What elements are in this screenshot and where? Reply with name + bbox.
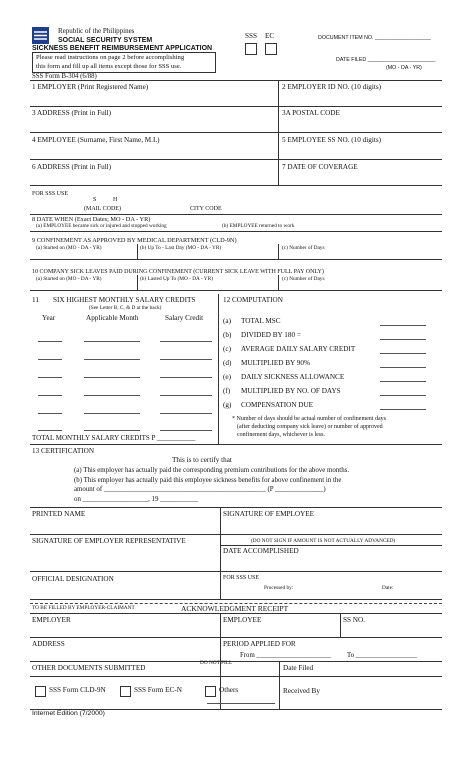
- employee-signature-field[interactable]: SIGNATURE OF EMPLOYEE: [223, 510, 315, 518]
- date-coverage-field[interactable]: 7 DATE OF COVERAGE: [282, 163, 358, 171]
- form-number: SSS Form B-304 (6/88): [32, 73, 97, 80]
- comp-key-d: (d): [223, 359, 232, 367]
- certification-intro: This is to certify that: [172, 456, 232, 464]
- receipt-date-filed-field[interactable]: Date Filed: [283, 664, 314, 672]
- comp-value-d[interactable]: [380, 367, 426, 368]
- year-line[interactable]: [38, 341, 62, 342]
- comp-key-e: (e): [223, 373, 231, 381]
- ec-checkbox[interactable]: [265, 43, 277, 55]
- item10-label: 10 COMPANY SICK LEAVES PAID DURING CONFINEMENT (CURRENT SICK LEAVE WITH FULL PAY ONLY): [32, 269, 324, 275]
- credit-line[interactable]: [160, 341, 212, 342]
- period-from-field[interactable]: From ______________________: [240, 652, 332, 659]
- comp-key-c: (c): [223, 345, 231, 353]
- salary-subtitle: (See Letter B, C, & D at the back): [89, 305, 162, 311]
- employer-field[interactable]: 1 EMPLOYER (Print Registered Name): [32, 83, 149, 91]
- month-line[interactable]: [84, 359, 140, 360]
- total-msc[interactable]: TOTAL MONTHLY SALARY CREDITS P ___________: [32, 434, 196, 442]
- employee-name-field[interactable]: 4 EMPLOYEE (Surname, First Name, M.I.): [32, 136, 160, 144]
- item9c-label[interactable]: (c) Number of Days: [282, 245, 325, 251]
- agency-name: SOCIAL SECURITY SYSTEM: [58, 37, 153, 44]
- others-label: Others: [219, 686, 239, 694]
- sss-use-label-2: FOR SSS USE: [223, 575, 260, 581]
- comp-note-2: (after deducting company sick leave) or number of approved: [237, 424, 383, 430]
- item10b-label[interactable]: (b) Lasted Up To (MO - DA - YR): [140, 276, 213, 282]
- processed-by-label: Processed by:: [264, 585, 294, 591]
- employee-ss-field[interactable]: 5 EMPLOYEE SS NO. (10 digits): [282, 136, 382, 144]
- employee-address-field[interactable]: 6 ADDRESS (Print in Full): [32, 163, 112, 171]
- cld9n-label: SSS Form CLD-9N: [49, 686, 106, 694]
- year-line[interactable]: [38, 430, 62, 431]
- comp-label-b: DIVIDED BY 180 =: [241, 331, 301, 339]
- form-title: SICKNESS BENEFIT REIMBURSEMENT APPLICATION: [32, 45, 213, 52]
- sss-check-label: SSS: [245, 32, 257, 40]
- ecn-label: SSS Form EC-N: [134, 686, 182, 694]
- instructions-line2: this form and fill up all items except those for SSS use.: [36, 63, 182, 70]
- month-line[interactable]: [84, 430, 140, 431]
- employer-id-field[interactable]: 2 EMPLOYER ID NO. (10 digits): [282, 83, 382, 91]
- receipt-employer-field[interactable]: EMPLOYER: [32, 616, 71, 624]
- ecn-checkbox[interactable]: [120, 686, 131, 697]
- item8-label: 8 DATE WHEN (Exact Dates; MO - DA - YR): [32, 216, 151, 223]
- comp-note-1: * Number of days should be actual number of confinement days: [232, 416, 386, 422]
- ec-check-label: EC: [265, 32, 275, 40]
- receipt-title: ACKNOWLEDGMENT RECEIPT: [181, 604, 289, 613]
- comp-key-g: (g): [223, 401, 232, 409]
- comp-key-a: (a): [223, 317, 231, 325]
- do-not-fill-label: DO NOT FILL: [200, 660, 233, 666]
- doc-item-label: DOCUMENT ITEM NO. ___________________: [318, 35, 431, 41]
- certification-b: (b) This employer has actually paid this employee sickness benefits for above confinement in the: [74, 477, 342, 484]
- col-year: Year: [42, 314, 56, 322]
- year-line[interactable]: [38, 395, 62, 396]
- address-field[interactable]: 3 ADDRESS (Print in Full): [32, 109, 112, 117]
- comp-label-c: AVERAGE DAILY SALARY CREDIT: [241, 345, 356, 353]
- comp-value-f[interactable]: [380, 395, 426, 396]
- mail-code-label: (MAIL CODE): [84, 206, 121, 212]
- comp-label-a: TOTAL MSC: [241, 317, 281, 325]
- sss-logo: [32, 27, 49, 44]
- item9-label: 9 CONFINEMENT AS APPROVED BY MEDICAL DEPARTMENT (CLD-9N): [32, 237, 237, 244]
- printed-name-field[interactable]: PRINTED NAME: [32, 510, 86, 518]
- comp-value-e[interactable]: [380, 381, 426, 382]
- credit-line[interactable]: [160, 413, 212, 414]
- fill-by-label: TO BE FILLED BY EMPLOYER-CLAIMANT: [32, 605, 135, 611]
- comp-label-f: MULTIPLIED BY NO. OF DAYS: [241, 387, 341, 395]
- comp-label-d: MULTIPLIED BY 90%: [241, 359, 310, 367]
- republic-text: Republic of the Philippines: [58, 27, 135, 35]
- item8a-label[interactable]: (a) EMPLOYEE became sick or injured and stopped working: [36, 223, 167, 229]
- comp-key-b: (b): [223, 331, 232, 339]
- item10c-label[interactable]: (c) Number of Days: [282, 276, 325, 282]
- certification-a: (a) This employer has actually paid the corresponding premium contributions for the above months.: [74, 467, 350, 474]
- receipt-ssno-field[interactable]: SS NO.: [343, 616, 365, 624]
- rep-signature-field[interactable]: SIGNATURE OF EMPLOYER REPRESENTATIVE: [32, 537, 186, 545]
- salary-title: SIX HIGHEST MONTHLY SALARY CREDITS: [53, 296, 196, 304]
- item9b-label[interactable]: (b) Up To - Last Day (MO - DA - YR): [140, 245, 222, 251]
- receipt-employee-field[interactable]: EMPLOYEE: [223, 616, 262, 624]
- other-docs-label: OTHER DOCUMENTS SUBMITTED: [32, 664, 146, 672]
- footer-edition: Internet Edition (7/2000): [32, 710, 105, 717]
- cld9n-checkbox[interactable]: [35, 686, 46, 697]
- h-label: H: [113, 197, 118, 203]
- computation-title: 12 COMPUTATION: [223, 296, 283, 304]
- credit-line[interactable]: [160, 377, 212, 378]
- processed-date-label: Date:: [382, 585, 394, 591]
- certification-title: 13 CERTIFICATION: [32, 447, 95, 455]
- s-label: S: [93, 197, 97, 203]
- item10a-label[interactable]: (a) Started on (MO - DA - YR): [36, 276, 102, 282]
- year-line[interactable]: [38, 377, 62, 378]
- date-accomplished-field[interactable]: DATE ACCOMPLISHED: [223, 547, 299, 555]
- sss-use-label: FOR SSS USE: [32, 191, 69, 197]
- comp-value-c[interactable]: [380, 353, 426, 354]
- month-line[interactable]: [84, 341, 140, 342]
- others-specify-line[interactable]: [207, 703, 275, 704]
- comp-value-b[interactable]: [380, 339, 426, 340]
- month-line[interactable]: [84, 395, 140, 396]
- item8b-label[interactable]: (b) EMPLOYEE returned to work: [222, 223, 295, 229]
- postal-code-field[interactable]: 3A POSTAL CODE: [282, 109, 340, 117]
- year-line[interactable]: [38, 413, 62, 414]
- comp-value-a[interactable]: [380, 325, 426, 326]
- salary-num: 11: [32, 296, 39, 304]
- date-filed-format: (MO - DA - YR): [386, 65, 422, 71]
- do-not-sign-note: (DO NOT SIGN IF AMOUNT IS NOT ACTUALLY ADVANCED): [251, 538, 396, 544]
- date-filed-label: DATE FILED _______________________: [336, 57, 436, 63]
- credit-line[interactable]: [160, 395, 212, 396]
- instructions-line1: Please read instructions on page 2 before accomplishing: [36, 54, 185, 61]
- comp-key-f: (f): [223, 387, 231, 395]
- col-month: Applicable Month: [86, 314, 139, 322]
- credit-line[interactable]: [160, 430, 212, 431]
- comp-note-3: confinement days, whichever is less.: [237, 432, 325, 438]
- period-to-field[interactable]: To __________________: [347, 652, 417, 659]
- designation-field[interactable]: OFFICIAL DESIGNATION: [32, 575, 114, 583]
- month-line[interactable]: [84, 377, 140, 378]
- month-line[interactable]: [84, 413, 140, 414]
- comp-value-g[interactable]: [380, 409, 426, 410]
- receipt-address-field[interactable]: ADDRESS: [32, 640, 65, 648]
- comp-label-g: COMPENSATION DUE: [241, 401, 314, 409]
- city-code-label: CITY CODE: [190, 206, 222, 212]
- col-credit: Salary Credit: [165, 314, 204, 322]
- sss-checkbox[interactable]: [245, 43, 257, 55]
- received-by-field[interactable]: Received By: [283, 687, 320, 695]
- item9a-label[interactable]: (a) Started on (MO - DA - YR): [36, 245, 102, 251]
- credit-line[interactable]: [160, 359, 212, 360]
- certification-amount[interactable]: amount of _______________________________________________ (P ______________): [74, 486, 326, 493]
- comp-label-e: DAILY SICKNESS ALLOWANCE: [241, 373, 345, 381]
- period-applied-label: PERIOD APPLIED FOR: [223, 640, 296, 648]
- certification-date[interactable]: on ___________________, 19 ___________: [74, 496, 199, 503]
- year-line[interactable]: [38, 359, 62, 360]
- others-checkbox[interactable]: [205, 686, 216, 697]
